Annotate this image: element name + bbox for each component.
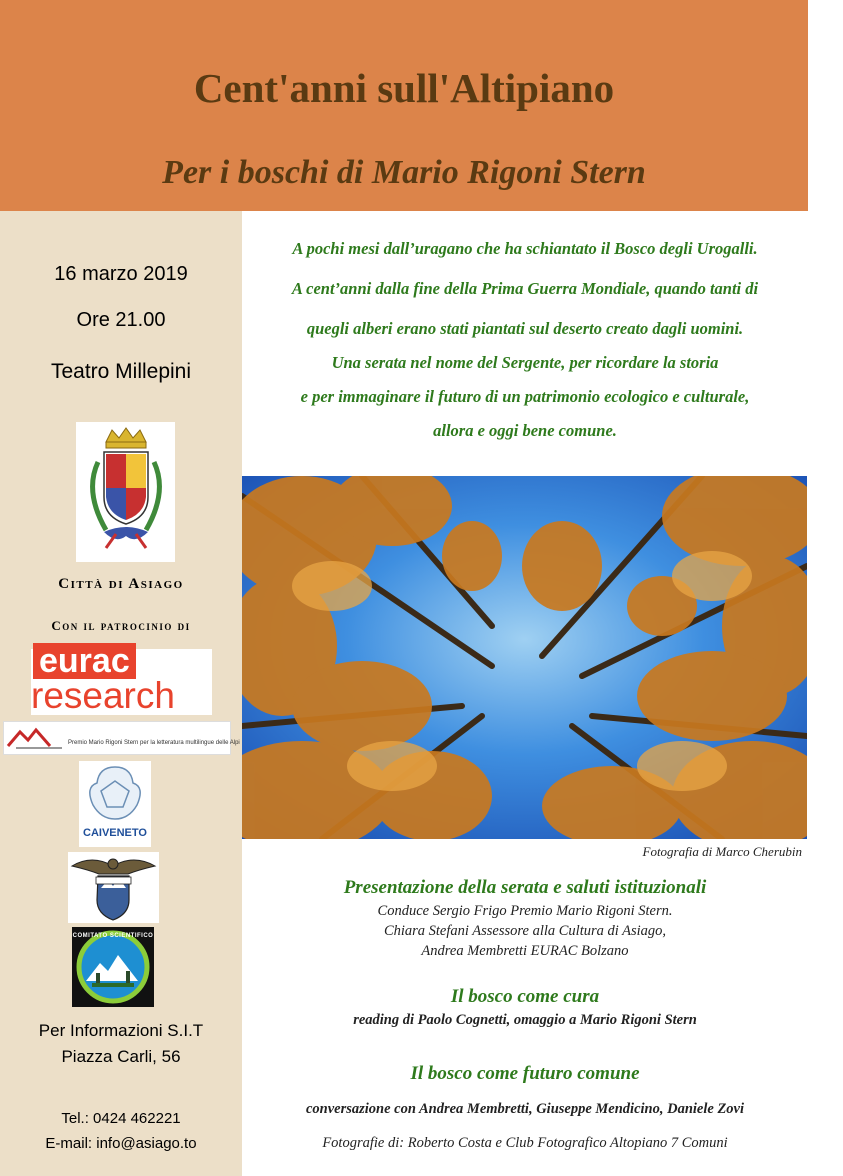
patronage-label: Con il patrocinio di bbox=[51, 618, 191, 633]
poster-subtitle: Per i boschi di Mario Rigoni Stern bbox=[162, 154, 646, 191]
intro-line: A pochi mesi dall’uragano che ha schiantato il Bosco degli Urogalli. bbox=[292, 239, 758, 258]
cai-veneto-logo bbox=[79, 761, 151, 847]
premio-logo-text: Premio Mario Rigoni Stern per la letteratura multilingue delle Alpi bbox=[68, 740, 240, 746]
poster-title: Cent'anni sull'Altipiano bbox=[193, 65, 615, 111]
photo-credit: Fotografia di Marco Cherubin bbox=[642, 844, 802, 859]
event-date: 16 marzo 2019 bbox=[54, 263, 188, 285]
asiago-coat-of-arms-logo bbox=[76, 422, 175, 562]
info-phone: Tel.: 0424 462221 bbox=[61, 1110, 181, 1127]
comitato-logo-text: COMITATO SCIENTIFICO bbox=[72, 933, 154, 939]
intro-line: Una serata nel nome del Sergente, per ricordare la storia bbox=[331, 353, 719, 372]
section-3-title: Il bosco come futuro comune bbox=[410, 1063, 640, 1084]
event-venue: Teatro Millepini bbox=[50, 360, 192, 383]
cai-veneto-label: CAIVENETO bbox=[83, 827, 147, 839]
header-banner bbox=[0, 0, 808, 211]
info-title: Per Informazioni S.I.T bbox=[38, 1021, 204, 1040]
intro-line: quegli alberi erano stati piantati sul deserto creato dagli uomini. bbox=[306, 319, 744, 338]
eurac-research-logo bbox=[31, 642, 212, 716]
section-1-line: Andrea Membretti EURAC Bolzano bbox=[421, 943, 629, 959]
eurac-logo-line1: eurac bbox=[33, 643, 136, 679]
info-email: E-mail: info@asiago.to bbox=[45, 1135, 197, 1152]
intro-line: A cent’anni dalla fine della Prima Guerra Mondiale, quando tanti di bbox=[291, 279, 759, 298]
larch-forest-photo bbox=[242, 476, 807, 839]
section-3-text: conversazione con Andrea Membretti, Giuseppe Mendicino, Daniele Zovi bbox=[305, 1101, 745, 1117]
alpine-eagle-badge-logo bbox=[68, 852, 159, 923]
intro-line: allora e oggi bene comune. bbox=[433, 421, 617, 440]
photos-credit: Fotografie di: Roberto Costa e Club Fotografico Altopiano 7 Comuni bbox=[322, 1135, 728, 1151]
premio-rigoni-stern-logo bbox=[3, 721, 240, 755]
event-time: Ore 21.00 bbox=[76, 309, 166, 331]
intro-line: e per immaginare il futuro di un patrimonio ecologico e culturale, bbox=[300, 387, 750, 406]
section-1-line: Conduce Sergio Frigo Premio Mario Rigoni Stern. bbox=[377, 903, 673, 919]
comitato-scientifico-logo bbox=[72, 927, 154, 1007]
section-2-title: Il bosco come cura bbox=[450, 986, 600, 1007]
section-1-title: Presentazione della serata e saluti istituzionali bbox=[343, 877, 707, 898]
section-2-text: reading di Paolo Cognetti, omaggio a Mario Rigoni Stern bbox=[353, 1012, 697, 1028]
city-name: Città di Asiago bbox=[58, 576, 184, 592]
eurac-logo-line2: research bbox=[31, 675, 175, 716]
section-1-line: Chiara Stefani Assessore alla Cultura di Asiago, bbox=[383, 923, 667, 939]
info-address: Piazza Carli, 56 bbox=[61, 1047, 181, 1066]
intro-text bbox=[252, 236, 798, 458]
